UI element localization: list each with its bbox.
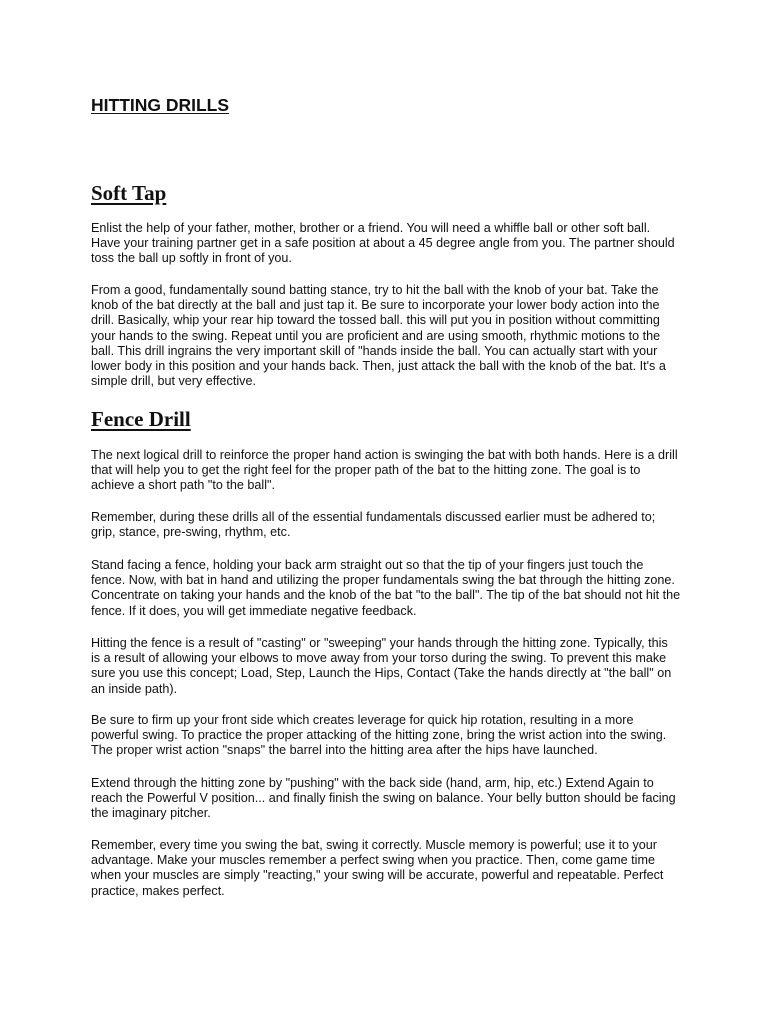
text-line: simple drill, but very effective. — [91, 374, 256, 389]
text-line: sure you use this concept; Load, Step, Launch the Hips, Contact (Take the hands directly at "the ball" on — [91, 666, 672, 681]
text-line: the imaginary pitcher. — [91, 806, 211, 821]
text-line: Extend through the hitting zone by "pushing" with the back side (hand, arm, hip, etc.) Extend Again to — [91, 776, 654, 790]
paragraph — [91, 283, 681, 389]
text-line: Stand facing a fence, holding your back arm straight out so that the tip of your fingers just touch the — [91, 558, 644, 572]
paragraph — [91, 713, 681, 759]
text-line: Have your training partner get in a safe position at about a 45 degree angle from you. The partner should — [91, 236, 675, 251]
text-line: your hands to the swing. Repeat until you are proficient and are using smooth, rhythmic motions to the — [91, 328, 661, 343]
text-line: toss the ball up softly in front of you. — [91, 251, 292, 266]
text-line: reach the Powerful V position... and finally finish the swing on balance. Your belly button should be facing — [91, 791, 676, 806]
text-line: Be sure to firm up your front side which creates leverage for quick hip rotation, resulting in a more — [91, 713, 634, 727]
text-line: ball. This drill ingrains the very important skill of "hands inside the ball. You can actually start with your — [91, 343, 658, 358]
text-line: The next logical drill to reinforce the proper hand action is swinging the bat with both hands. Here is a drill — [91, 448, 678, 462]
text-line: fence. If it does, you will get immediate negative feedback. — [91, 603, 417, 618]
text-line: fence. Now, with bat in hand and utilizing the proper fundamentals swing the bat through the hitting zone. — [91, 573, 675, 588]
section-heading-soft-tap: Soft Tap — [91, 181, 167, 205]
text-line: Remember, during these drills all of the essential fundamentals discussed earlier must be adhered to; — [91, 510, 656, 524]
paragraph — [91, 221, 681, 267]
paragraph — [91, 448, 681, 494]
text-line: drill. Basically, whip your rear hip toward the tossed ball. this will put you in position without committing — [91, 313, 660, 328]
paragraph — [91, 838, 681, 899]
text-line: grip, stance, pre-swing, rhythm, etc. — [91, 525, 291, 540]
section-heading-fence-drill: Fence Drill — [91, 407, 191, 431]
text-line: Remember, every time you swing the bat, swing it correctly. Muscle memory is powerful; use it to your — [91, 838, 657, 852]
paragraph — [91, 776, 681, 822]
paragraph — [91, 558, 681, 619]
text-line: lower body in this position and your hands back. Then, just attack the ball with the knob of the bat. It's a — [91, 359, 666, 374]
text-line: practice, makes perfect. — [91, 883, 225, 898]
paragraph — [91, 510, 681, 540]
document-title: HITTING DRILLS — [91, 95, 230, 115]
text-line: that will help you to get the right feel for the proper path of the bat to the hitting zone. The goal is to — [91, 463, 641, 478]
text-line: Concentrate on taking your hands and the knob of the bat "to the ball". The tip of the bat should not hit the — [91, 588, 681, 603]
text-line: powerful swing. To practice the proper attacking of the hitting zone, bring the wrist action into the swing. — [91, 728, 667, 743]
text-line: From a good, fundamentally sound batting stance, try to hit the ball with the knob of your bat. Take the — [91, 283, 659, 297]
text-line: Hitting the fence is a result of "casting" or "sweeping" your hands through the hitting zone. Typically, this — [91, 636, 668, 650]
paragraph — [91, 636, 681, 697]
text-line: Enlist the help of your father, mother, brother or a friend. You will need a whiffle ball or other soft ball. — [91, 221, 651, 235]
text-line: advantage. Make your muscles remember a perfect swing when you practice. Then, come game time — [91, 853, 655, 868]
text-line: when your muscles are simply "reacting," your swing will be accurate, powerful and repeatable. Perfect — [91, 868, 664, 883]
text-line: achieve a short path "to the ball". — [91, 478, 275, 493]
text-line: is a result of allowing your elbows to move away from your torso during the swing. To prevent this make — [91, 651, 667, 666]
text-line: The proper wrist action "snaps" the barrel into the hitting area after the hips have launched. — [91, 743, 598, 758]
text-line: an inside path). — [91, 681, 178, 696]
text-line: knob of the bat directly at the ball and just tap it. Be sure to incorporate your lower body action into the — [91, 298, 660, 313]
